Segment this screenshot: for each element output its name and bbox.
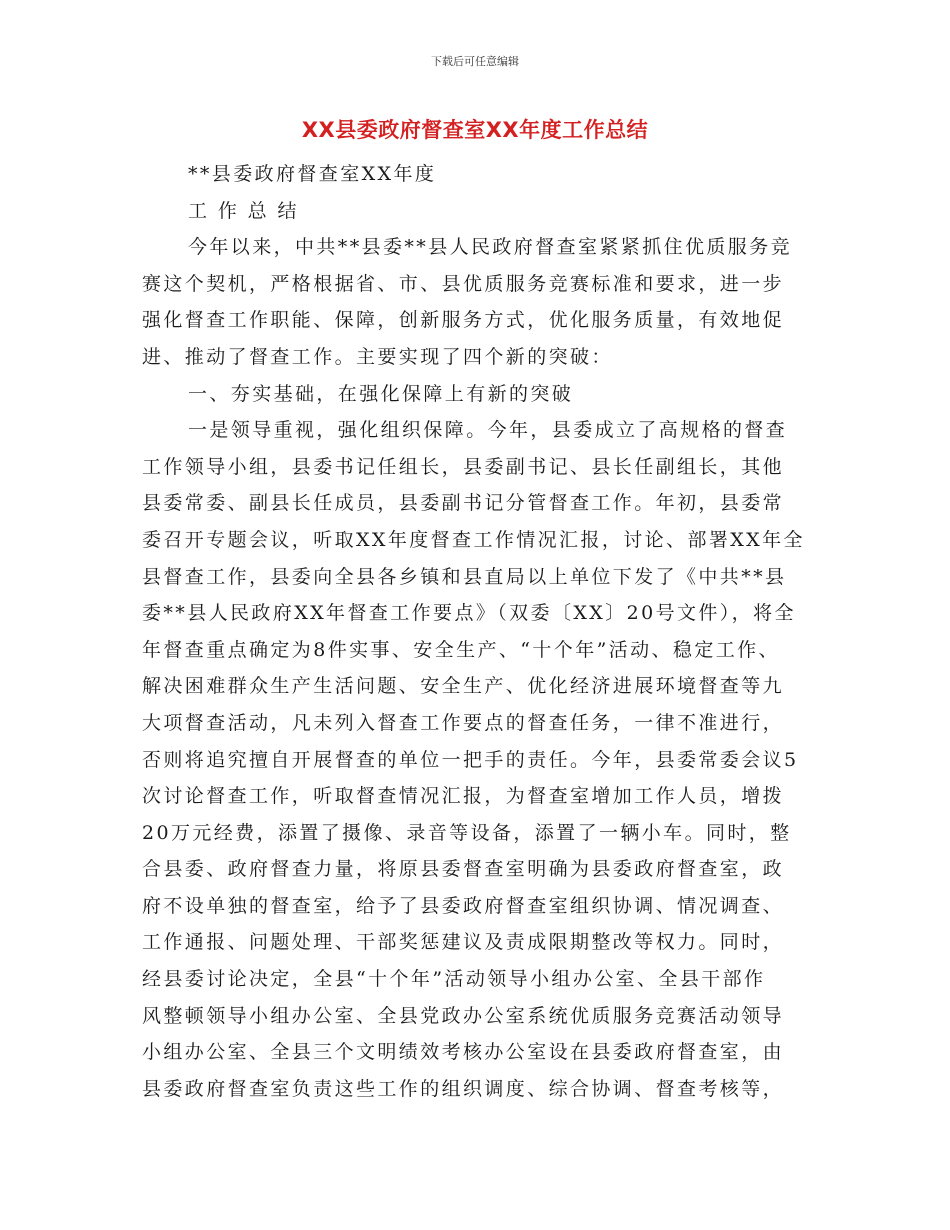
- paragraph-line: 县委政府督查室负责这些工作的组织调度、综合协调、督查考核等，: [142, 1077, 785, 1100]
- paragraph-line: 进、推动了督查工作。主要实现了四个新的突破：: [142, 345, 613, 368]
- paragraph-line: 小组办公室、全县三个文明绩效考核办公室设在县委政府督查室，由: [142, 1041, 785, 1064]
- paragraph-line: 委**县人民政府XX年督查工作要点》（双委〔XX〕20号文件），将全: [142, 602, 796, 625]
- document-title: XX县委政府督查室XX年度工作总结: [301, 118, 649, 142]
- paragraph-line: 一是领导重视，强化组织保障。今年，县委成立了高规格的督查: [188, 419, 788, 442]
- paragraph-line: 次讨论督查工作，听取督查情况汇报，为督查室增加工作人员，增拨: [142, 785, 785, 808]
- document-body: [142, 156, 805, 1107]
- paragraph-line: 经县委讨论决定，全县“十个年”活动领导小组办公室、全县干部作: [142, 968, 766, 991]
- paragraph-line: 风整顿领导小组办公室、全县党政办公室系统优质服务竞赛活动领导: [142, 1004, 785, 1027]
- paragraph-line: 县督查工作，县委向全县各乡镇和县直局以上单位下发了《中共**县: [142, 565, 787, 588]
- paragraph-line: 工作通报、问题处理、干部奖惩建议及责成限期整改等权力。同时，: [142, 931, 785, 954]
- paragraph-line: 大项督查活动，凡未列入督查工作要点的督查任务，一律不准进行，: [142, 711, 785, 734]
- paragraph-line: 委召开专题会议，听取XX年度督查工作情况汇报，讨论、部署XX年全: [142, 528, 805, 551]
- paragraph-line: 县委常委、副县长任成员，县委副书记分管督查工作。年初，县委常: [142, 492, 785, 515]
- paragraph-line: 合县委、政府督查力量，将原县委督查室明确为县委政府督查室，政: [142, 858, 785, 881]
- paragraph-line: 府不设单独的督查室，给予了县委政府督查室组织协调、情况调查、: [142, 894, 785, 917]
- paragraph-line: 赛这个契机，严格根据省、市、县优质服务竞赛标准和要求，进一步: [142, 272, 785, 295]
- subtitle-line-2: 工 作 总 结: [188, 199, 299, 222]
- paragraph-line: 强化督查工作职能、保障，创新服务方式，优化服务质量，有效地促: [142, 309, 785, 332]
- paragraph-line: 解决困难群众生产生活问题、安全生产、优化经济进展环境督查等九: [142, 675, 785, 698]
- paragraph-line: 今年以来，中共**县委**县人民政府督查室紧紧抓住优质服务竞: [188, 236, 793, 259]
- paragraph-line: 工作领导小组，县委书记任组长，县委副书记、县长任副组长，其他: [142, 455, 785, 478]
- paragraph-line: 20万元经费，添置了摄像、录音等设备，添置了一辆小车。同时，整: [142, 821, 792, 844]
- paragraph-line: 否则将追究擅自开展督查的单位一把手的责任。今年，县委常委会议5: [142, 748, 799, 771]
- header-note: 下载后可任意编辑: [431, 55, 519, 68]
- paragraph-line: 年督查重点确定为8件实事、安全生产、“十个年”活动、稳定工作、: [142, 638, 780, 661]
- subtitle-line-1: **县委政府督查室XX年度: [188, 163, 437, 185]
- section-heading: 一、夯实基础，在强化保障上有新的突破: [188, 382, 574, 405]
